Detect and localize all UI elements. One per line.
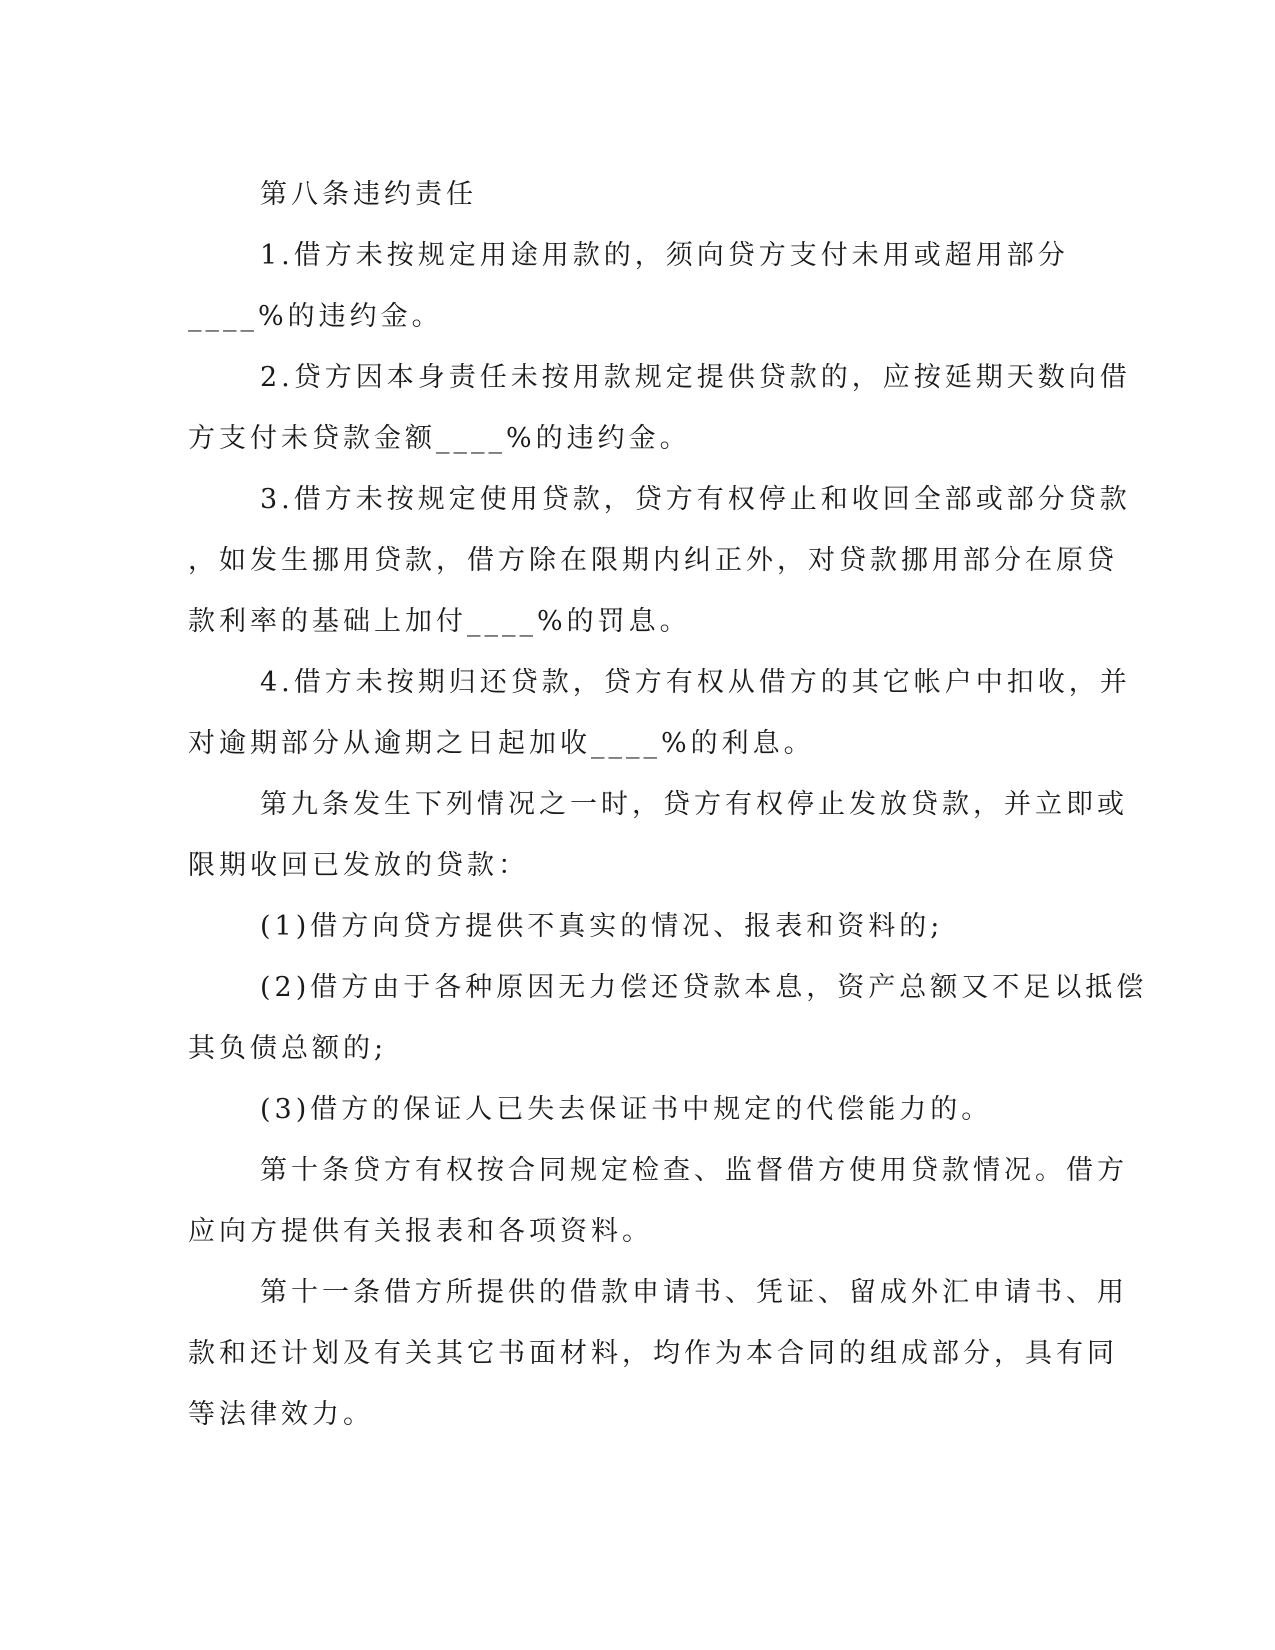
article-8-clause-3-line-3: 款利率的基础上加付____%的罚息。 bbox=[188, 606, 691, 637]
article-9-line-2: 限期收回已发放的贷款： bbox=[188, 850, 529, 881]
article-9-item-2-line-2: 其负债总额的; bbox=[188, 1033, 388, 1064]
document-body bbox=[188, 164, 1148, 1445]
article-9-item-1: (1)借方向贷方提供不真实的情况、报表和资料的; bbox=[260, 911, 944, 942]
article-10-line-2: 应向方提供有关报表和各项资料。 bbox=[188, 1216, 653, 1247]
article-9-item-3: (3)借方的保证人已失去保证书中规定的代偿能力的。 bbox=[260, 1094, 993, 1125]
article-11-line-3: 等法律效力。 bbox=[188, 1399, 374, 1430]
article-8-clause-2-line-2: 方支付未贷款金额____%的违约金。 bbox=[188, 423, 691, 454]
article-9-line-1: 第九条发生下列情况之一时，贷方有权停止发放贷款，并立即或 bbox=[260, 789, 1128, 820]
article-8-clause-1-line-1: 1.借方未按规定用途用款的，须向贷方支付未用或超用部分 bbox=[260, 240, 1069, 271]
article-11-line-2: 款和还计划及有关其它书面材料，均作为本合同的组成部分，具有同 bbox=[188, 1338, 1118, 1369]
article-10-line-1: 第十条贷方有权按合同规定检查、监督借方使用贷款情况。借方 bbox=[260, 1155, 1128, 1186]
article-8-clause-4-line-1: 4.借方未按期归还贷款，贷方有权从借方的其它帐户中扣收，并 bbox=[260, 667, 1131, 698]
article-9-item-2-line-1: (2)借方由于各种原因无力偿还贷款本息，资产总额又不足以抵偿 bbox=[260, 972, 1148, 1003]
article-8-clause-1-line-2: ____%的违约金。 bbox=[188, 301, 443, 332]
article-8-heading: 第八条违约责任 bbox=[260, 179, 477, 210]
article-8-clause-3-line-1: 3.借方未按规定使用贷款，贷方有权停止和收回全部或部分贷款 bbox=[260, 484, 1131, 515]
article-8-clause-4-line-2: 对逾期部分从逾期之日起加收____%的利息。 bbox=[188, 728, 815, 759]
article-8-clause-2-line-1: 2.贷方因本身责任未按用款规定提供贷款的，应按延期天数向借 bbox=[260, 362, 1131, 393]
article-11-line-1: 第十一条借方所提供的借款申请书、凭证、留成外汇申请书、用 bbox=[260, 1277, 1128, 1308]
article-8-clause-3-line-2: ，如发生挪用贷款，借方除在限期内纠正外，对贷款挪用部分在原贷 bbox=[188, 545, 1118, 576]
